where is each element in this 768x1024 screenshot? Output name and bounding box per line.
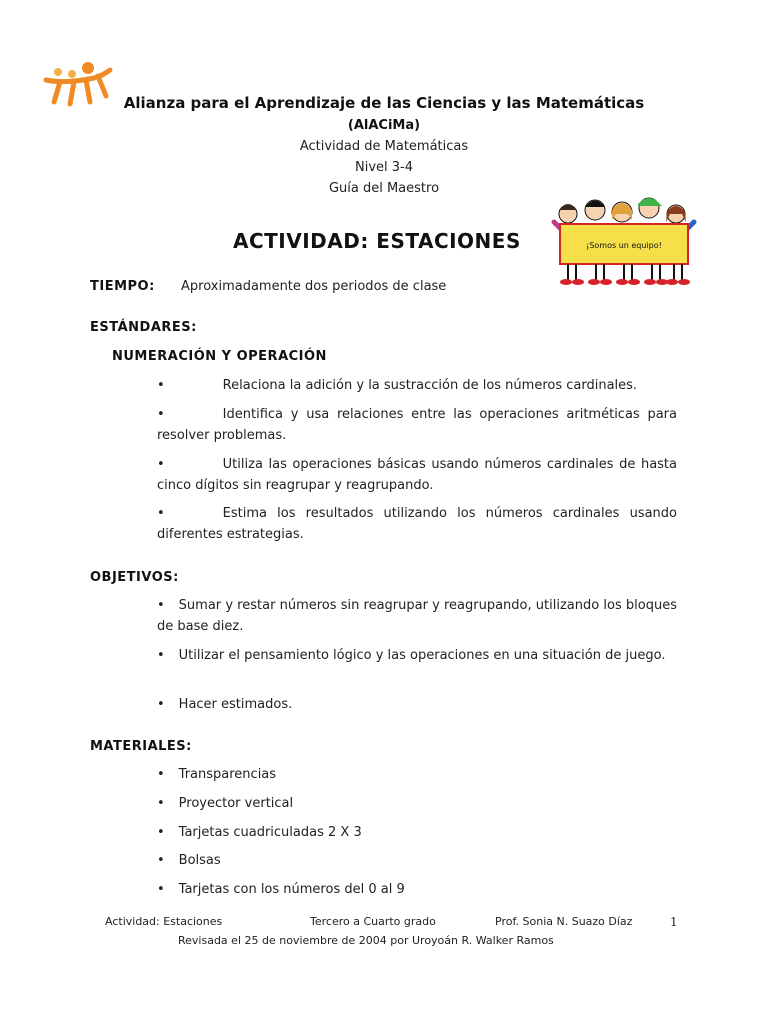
list-item: • Hacer estimados. (157, 697, 293, 712)
page-title: ACTIVIDAD: ESTACIONES (233, 229, 521, 253)
estandares-label: ESTÁNDARES: (90, 320, 197, 335)
level: Nivel 3-4 (354, 160, 413, 175)
list-item: • Utiliza las operaciones básicas usando números cardinales de hasta cinco dígitos sin reagrupar y reagrupando. (157, 457, 677, 493)
list-item: • Relaciona la adición y la sustracción de los números cardinales. (157, 378, 638, 393)
list-item: • Estima los resultados utilizando los números cardinales usando diferentes estrategias. (157, 506, 677, 542)
list-item: • Sumar y restar números sin reagrupar y reagrupando, utilizando los bloques de base diez. (157, 598, 677, 634)
footer-author: Prof. Sonia N. Suazo Díaz (495, 915, 633, 928)
kids-team-illustration (548, 192, 700, 288)
list-item: • Transparencias (157, 767, 277, 782)
page-number: 1 (670, 915, 678, 929)
materiales-label: MATERIALES: (90, 739, 192, 754)
footer-grade: Tercero a Cuarto grado (310, 915, 436, 928)
footer-revision: Revisada el 25 de noviembre de 2004 por Uroyoán R. Walker Ramos (178, 934, 554, 947)
list-item: • Proyector vertical (157, 796, 294, 811)
tiempo-value: Aproximadamente dos periodos de clase (181, 279, 447, 294)
organization-name: Alianza para el Aprendizaje de las Ciencias y las Matemáticas (123, 94, 645, 112)
tiempo-label: TIEMPO: (90, 279, 155, 294)
objetivos-label: OBJETIVOS: (90, 570, 179, 585)
list-item: • Identifica y usa relaciones entre las operaciones aritméticas para resolver problemas. (157, 407, 677, 443)
estandares-subheading: NUMERACIÓN Y OPERACIÓN (112, 349, 327, 364)
list-item: • Tarjetas cuadriculadas 2 X 3 (157, 825, 362, 840)
guide-title: Guía del Maestro (328, 181, 440, 196)
list-item: • Tarjetas con los números del 0 al 9 (157, 882, 405, 897)
activity-type: Actividad de Matemáticas (299, 139, 469, 154)
sign-text: ¡Somos un equipo! (586, 241, 662, 250)
list-item: • Bolsas (157, 853, 221, 868)
footer-activity: Actividad: Estaciones (105, 915, 223, 928)
organization-acronym: (AlACiMa) (347, 118, 421, 133)
list-item: • Utilizar el pensamiento lógico y las operaciones en una situación de juego. (157, 648, 666, 663)
